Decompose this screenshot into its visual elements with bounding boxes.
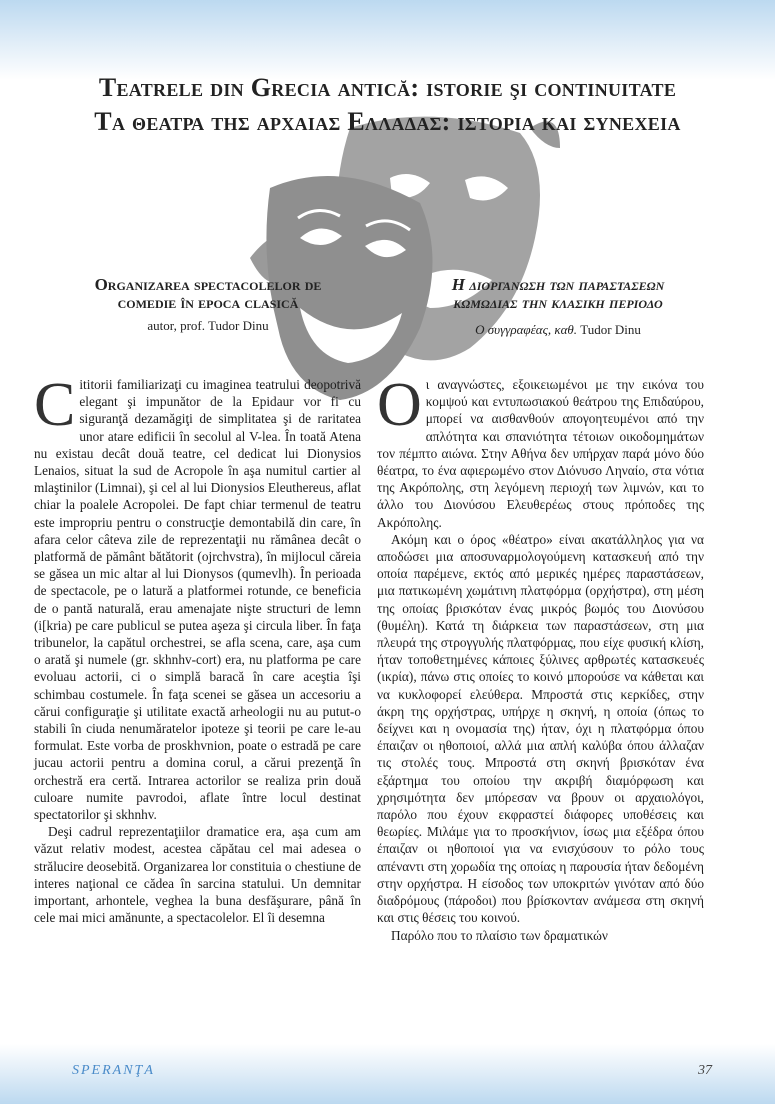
author-greek [408, 322, 708, 338]
section-heading-romanian [58, 276, 358, 312]
heading-line: κωμωδιας την κλασικη περιοδο [453, 293, 663, 312]
heading-line: Η διοργανωση των παραστασεων [451, 275, 665, 294]
section-heading-greek [408, 276, 708, 312]
drop-cap: C [34, 371, 76, 439]
paragraph-text: ι αναγνώστες, εξοικειωμένοι με την εικόνα του κομψού και εντυπωσιακού θεάτρου της Επιδαύρου, μπορεί να αισθανθούν απογοητευμένοι από την απλότητα και σπανιότητα τέτοιων οικοδομημάτων τον πέμπτο αιώνα. Στην Αθήνα δεν υπήρχαν παρά μόνο δύο θέατρα, το ένα αφιερωμένο στον Διόνυσο Ληναίο, στα νότια της Ακρόπολης, στη λεγόμενη περιοχή των λιμνών, και το άλλο του Διονύσου Ελευθερέως στους πρόποδες της Ακρόπολης. [377, 377, 704, 530]
heading-line: comedie în epoca clasică [117, 293, 299, 312]
author-prefix: Ο συγγραφέας, καθ. [475, 322, 578, 337]
top-gradient-band [0, 0, 775, 80]
heading-line: Organizarea spectacolelor de [94, 275, 322, 294]
drop-cap: Ο [377, 371, 422, 439]
paragraph: Παρόλο που το πλαίσιο των δραματικών [391, 927, 608, 943]
author-romanian: autor, prof. Tudor Dinu [147, 318, 269, 333]
author-name: Tudor Dinu [577, 322, 641, 337]
paragraph: Ακόμη και ο όρος «θέατρο» είναι ακατάλληλος για να αποδώσει μια αποσυναρμολογούμενη κατασκευή από την οποία παρέμενε, εκτός από μερικές ημέρες παραστάσεων, μια πατικωμένη χωμάτινη πλατφόρμα (ορχήστρα), στη μέση της οποίας βρισκόταν ένας μικρός βωμός του Διονύσου (θυμέλη). Κατά τη διάρκεια των παραστάσεων, στη μια πλευρά της στρογγυλής πλατφόρμας, που είχε φυσική κλίση, ήταν τοποθετημένες κάποιες ξύλινες αρθρωτές κατασκευές (ικρία), πάνω στις οποίες το κοινό μπορούσε να κάθεται και να κυκλοφορεί ελεύθερα. Μπροστά στις κερκίδες, στην άκρη της ορχήστρας, υπήρχε η σκηνή, η οποία (όπως το δείχνει και η ονομασία της) ήταν, όχι η πλατφόρμα όπου έπαιζαν οι ηθοποιοί, αλλά μια απλή καλύβα όπου άλλαζαν τις στολές τους. Μπροστά στη σκηνή βρισκόταν ένα εξάρτημα του οποίου την ακριβή διαμόρφωση και χρησιμότητα δεν μπόρεσαν να βρουν οι αρχαιολόγοι, παρόλο που έχουν εκφραστεί διάφορες υποθέσεις και θεωρίες. Μιλάμε για το προσκήνιον, ίσως μια εξέδρα όπου έπαιζαν οι ηθοποιοί για να ενισχύσουν το ρόλο τους απέναντι στη χορωδία της οποίας η παρουσία ήταν δεδομένη στην ορχήστρα. Η είσοδος των υποκριτών γινόταν από δύο διαδρόμους (πάροδοι) που βρίσκονταν ανάμεσα στη σκηνή και στις θέσεις του κοινού. [377, 531, 704, 926]
title-greek: Τα θεατρα της αρχαιας Ελλαδας: ιστορια και συνεχεια [94, 107, 681, 136]
theatre-masks-icon [230, 108, 560, 408]
paragraph: Deşi cadrul reprezentaţiilor dramatice era, aşa cum am văzut relativ modest, acestea căpătau cel mai adesea o strălucire deosebită. Organizarea lor constituia o chestiune de interes naţional ce cădea în sarcina statului. Un demnitar important, arhontele, veghea la buna desfăşurare, până în cele mai mici amănunte, a spectacolelor. El îi desemna [34, 824, 361, 926]
paragraph-text: ititorii familiarizaţi cu imaginea teatrului deopotrivă elegant şi impunător de la Epidaur vor fi cu siguranţă dezamăgiţi de simplitatea şi de raritatea unor atare edificii în secolul al V-lea. În toată Atena nu existau decât două teatre, cel dedicat lui Dionysios Lenaios, situat la sud de Acropole în aşa numitul cartier al mlaştinilor (Limnai), şi cel al lui Dionysios Eleuthereus, aflat chiar la poalele Acropolei. De fapt chiar termenul de teatru este impropriu pentru o construcţie demontabilă din care, în afara celor câteva zile de reprezentaţii nu rămânea decât o platformă de pământ bătătorit (ojrchvstra), în mijlocul căreia se găsea un mic altar al lui Dionysos (qumevlh). În perioada de spectacole, pe o latură a platformei rotunde, ce beneficia de o pantă naturală, erau amenajate nişte structuri de lemn (i[kria) pe care publicul se putea aşeza şi circula liber. În faţa tribunelor, la capătul orchestrei, se afla scena, care, aşa cum o arată şi numele (gr. skhnhv-cort) era, nu platforma pe care evoluau actorii, ci o simplă baracă în care aceştia îşi schimbau costumele. În faţa scenei se găsea un accesoriu a cărui configuraţie şi utilitate exactă arheologii nu au putut-o stabili în ciuda nenumăratelor ipoteze şi teorii pe care le-au formulat. Este vorba de proskhvnion, poate o estradă pe care jucau actorii pentru a domina corul, a cărui prezenţă în orchestră era certă. Intrarea actorilor se realiza prin două culoare numite pavrodoi, aflate între locul destinat spectatorilor şi skhnhv. [34, 377, 361, 823]
paragraph [34, 371, 361, 823]
page-number: 37 [698, 1063, 712, 1078]
magazine-name: SPERANŢA [72, 1063, 155, 1078]
column-greek [377, 371, 704, 944]
paragraph [377, 371, 704, 531]
title-romanian: Teatrele din Grecia antică: istorie şi continuitate [98, 73, 677, 102]
column-romanian [34, 371, 361, 927]
